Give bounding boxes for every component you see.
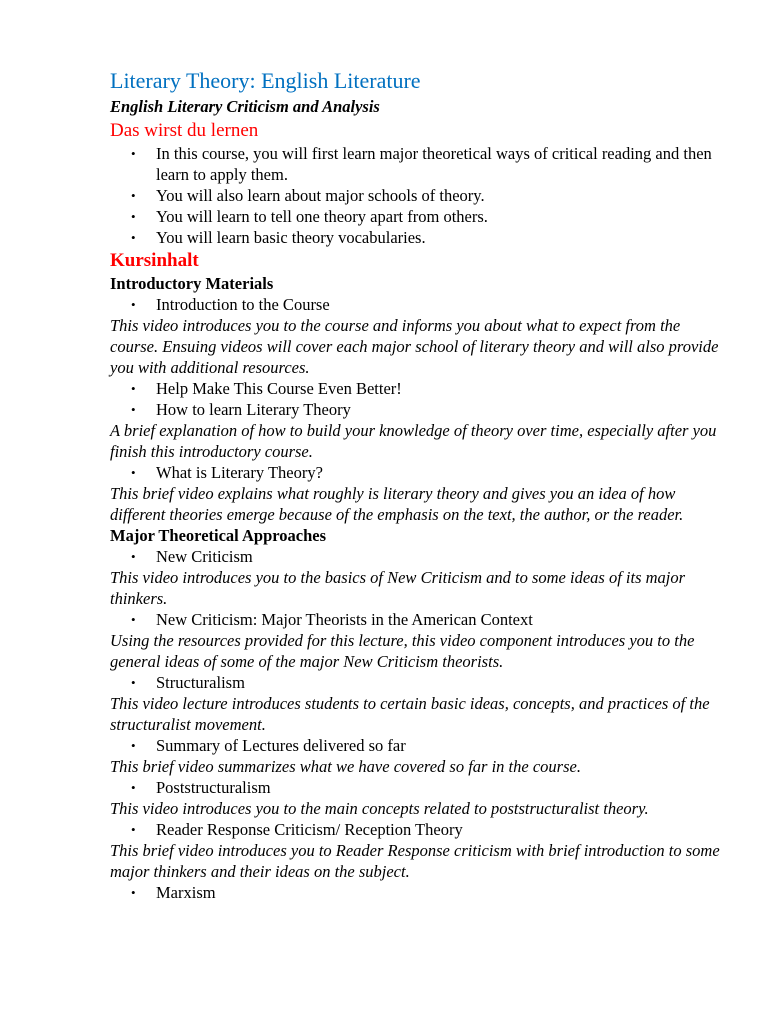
bullet-icon: •	[131, 780, 136, 795]
bullet-icon: •	[131, 675, 136, 690]
bullet-icon: •	[131, 549, 136, 564]
bullet-icon: •	[131, 297, 136, 312]
lecture-title: Structuralism	[156, 673, 245, 692]
lecture-description: This brief video introduces you to Reader Response criticism with brief introduction to some major thinkers and their ideas on the subject.	[110, 841, 720, 881]
lecture-item	[110, 672, 720, 693]
lecture-title: Reader Response Criticism/ Reception Theory	[156, 820, 463, 839]
list-item	[110, 143, 720, 185]
lecture-item	[110, 378, 720, 399]
bullet-icon: •	[131, 465, 136, 480]
bullet-icon: •	[131, 402, 136, 417]
bullet-icon: •	[131, 146, 136, 161]
lecture-item	[110, 882, 720, 903]
list-item-text: You will learn basic theory vocabularies.	[156, 228, 426, 247]
bullet-icon: •	[131, 612, 136, 627]
learn-heading: Das wirst du lernen	[110, 120, 259, 141]
lecture-title: How to learn Literary Theory	[156, 400, 351, 419]
lecture-description: This brief video summarizes what we have covered so far in the course.	[110, 757, 581, 776]
lecture-description: A brief explanation of how to build your knowledge of theory over time, especially after you finish this introductory course.	[110, 421, 717, 461]
lecture-description: This video introduces you to the basics of New Criticism and to some ideas of its major thinkers.	[110, 568, 686, 608]
lecture-list	[110, 609, 720, 630]
lecture-description: This video lecture introduces students to certain basic ideas, concepts, and practices of the structuralist movement.	[110, 694, 710, 734]
lecture-description: This video introduces you to the main concepts related to poststructuralist theory.	[110, 799, 649, 818]
list-item-text: You will also learn about major schools of theory.	[156, 186, 485, 205]
list-item	[110, 206, 720, 227]
document-subtitle: English Literary Criticism and Analysis	[110, 97, 380, 116]
lecture-title: New Criticism: Major Theorists in the American Context	[156, 610, 533, 629]
lecture-title: Poststructuralism	[156, 778, 271, 797]
lecture-item	[110, 294, 720, 315]
bullet-icon: •	[131, 230, 136, 245]
lecture-item	[110, 399, 720, 420]
lecture-item	[110, 609, 720, 630]
lecture-list	[110, 294, 720, 315]
lecture-list	[110, 777, 720, 798]
lecture-list	[110, 882, 720, 903]
content-heading: Kursinhalt	[110, 250, 199, 271]
document-page	[110, 66, 720, 903]
bullet-icon: •	[131, 209, 136, 224]
lecture-list	[110, 735, 720, 756]
lecture-description: Using the resources provided for this lecture, this video component introduces you to the general ideas of some of the major New Criticism theorists.	[110, 631, 695, 671]
lecture-item	[110, 777, 720, 798]
learn-list	[110, 143, 720, 248]
list-item-text: In this course, you will first learn major theoretical ways of critical reading and then learn to apply them.	[156, 144, 712, 184]
lecture-list	[110, 672, 720, 693]
lecture-list	[110, 378, 720, 420]
bullet-icon: •	[131, 885, 136, 900]
list-item	[110, 227, 720, 248]
lecture-title: Introduction to the Course	[156, 295, 330, 314]
lecture-description: This brief video explains what roughly is literary theory and gives you an idea of how different theories emerge because of the emphasis on the text, the author, or the reader.	[110, 484, 684, 524]
bullet-icon: •	[131, 738, 136, 753]
bullet-icon: •	[131, 188, 136, 203]
lecture-title: Marxism	[156, 883, 216, 902]
bullet-icon: •	[131, 381, 136, 396]
list-item	[110, 185, 720, 206]
lecture-description: This video introduces you to the course and informs you about what to expect from the course. Ensuing videos will cover each major school of literary theory and will also provide you with additional resources.	[110, 316, 719, 377]
lecture-list	[110, 546, 720, 567]
lecture-title: What is Literary Theory?	[156, 463, 323, 482]
list-item-text: You will learn to tell one theory apart from others.	[156, 207, 488, 226]
document-title: Literary Theory: English Literature	[110, 68, 421, 93]
approaches-heading: Major Theoretical Approaches	[110, 526, 327, 545]
lecture-title: Summary of Lectures delivered so far	[156, 736, 406, 755]
lecture-item	[110, 819, 720, 840]
lecture-title: Help Make This Course Even Better!	[156, 379, 402, 398]
lecture-list	[110, 819, 720, 840]
lecture-item	[110, 546, 720, 567]
lecture-item	[110, 735, 720, 756]
intro-materials-heading: Introductory Materials	[110, 274, 274, 293]
lecture-title: New Criticism	[156, 547, 253, 566]
lecture-item	[110, 462, 720, 483]
lecture-list	[110, 462, 720, 483]
bullet-icon: •	[131, 822, 136, 837]
